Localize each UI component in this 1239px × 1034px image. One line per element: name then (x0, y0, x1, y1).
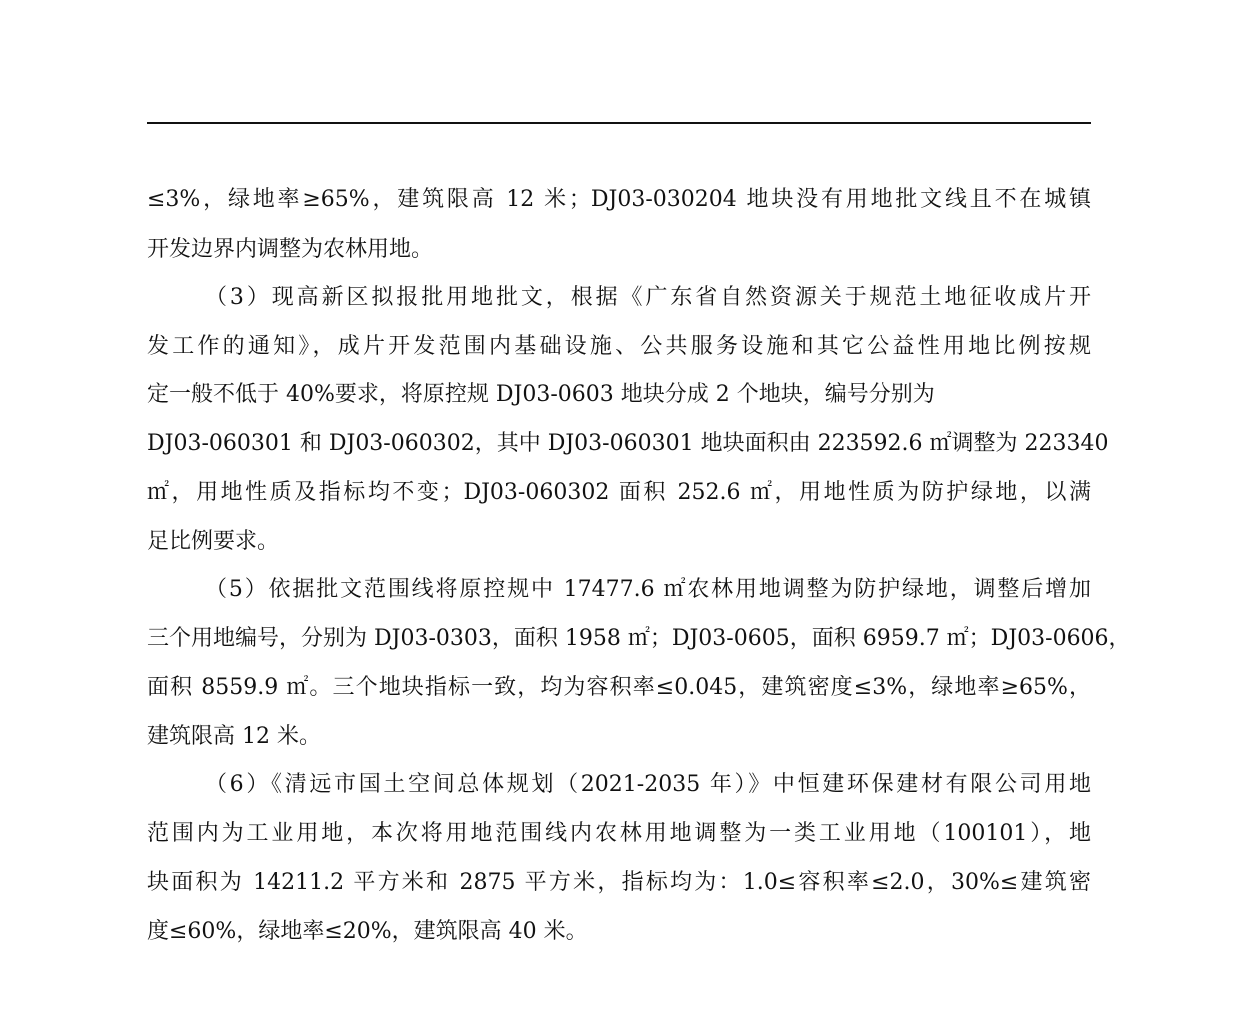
paragraph-2-line-6: 足比例要求。 (147, 529, 280, 554)
paragraph-2-line-2: 发工作的通知》，成片开发范围内基础设施、公共服务设施和其它公益性用地比例按规 (147, 334, 1091, 359)
paragraph-4-line-2: 范围内为工业用地，本次将用地范围线内农林用地调整为一类工业用地（100101），地 (147, 821, 1091, 846)
paragraph-1-line-2: 开发边界内调整为农林用地。 (147, 237, 434, 262)
paragraph-4-line-4: 度≤60%，绿地率≤20%，建筑限高 40 米。 (147, 919, 588, 944)
paragraph-2-line-1: （3）现高新区拟报批用地批文，根据《广东省自然资源关于规范土地征收成片开 (205, 285, 1091, 310)
header-rule (147, 122, 1091, 124)
paragraph-4-line-3: 块面积为 14211.2 平方米和 2875 平方米，指标均为：1.0≤容积率≤2.0，30%≤建筑密 (147, 870, 1091, 895)
paragraph-1-line-1: ≤3%，绿地率≥65%，建筑限高 12 米；DJ03-030204 地块没有用地批文线且不在城镇 (147, 187, 1091, 212)
paragraph-3-line-2: 三个用地编号，分别为 DJ03-0303，面积 1958 ㎡；DJ03-0605，面积 6959.7 ㎡；DJ03-0606， (147, 626, 1131, 651)
paragraph-2-line-5: ㎡，用地性质及指标均不变；DJ03-060302 面积 252.6 ㎡，用地性质为防护绿地，以满 (147, 480, 1091, 505)
paragraph-3-line-4: 建筑限高 12 米。 (147, 724, 321, 749)
paragraph-4-line-1: （6）《清远市国土空间总体规划（2021-2035 年）》中恒建环保建材有限公司用地 (205, 772, 1091, 797)
paragraph-3-line-3: 面积 8559.9 ㎡。三个地块指标一致，均为容积率≤0.045，建筑密度≤3%，绿地率≥65%， (147, 675, 1091, 700)
paragraph-2-line-4: DJ03-060301 和 DJ03-060302，其中 DJ03-060301 地块面积由 223592.6 ㎡调整为 223340 (147, 431, 1109, 456)
paragraph-3-line-1: （5）依据批文范围线将原控规中 17477.6 ㎡农林用地调整为防护绿地，调整后增加 (205, 577, 1091, 602)
paragraph-2-line-3: 定一般不低于 40%要求，将原控规 DJ03-0603 地块分成 2 个地块，编号分别为 (147, 382, 935, 407)
